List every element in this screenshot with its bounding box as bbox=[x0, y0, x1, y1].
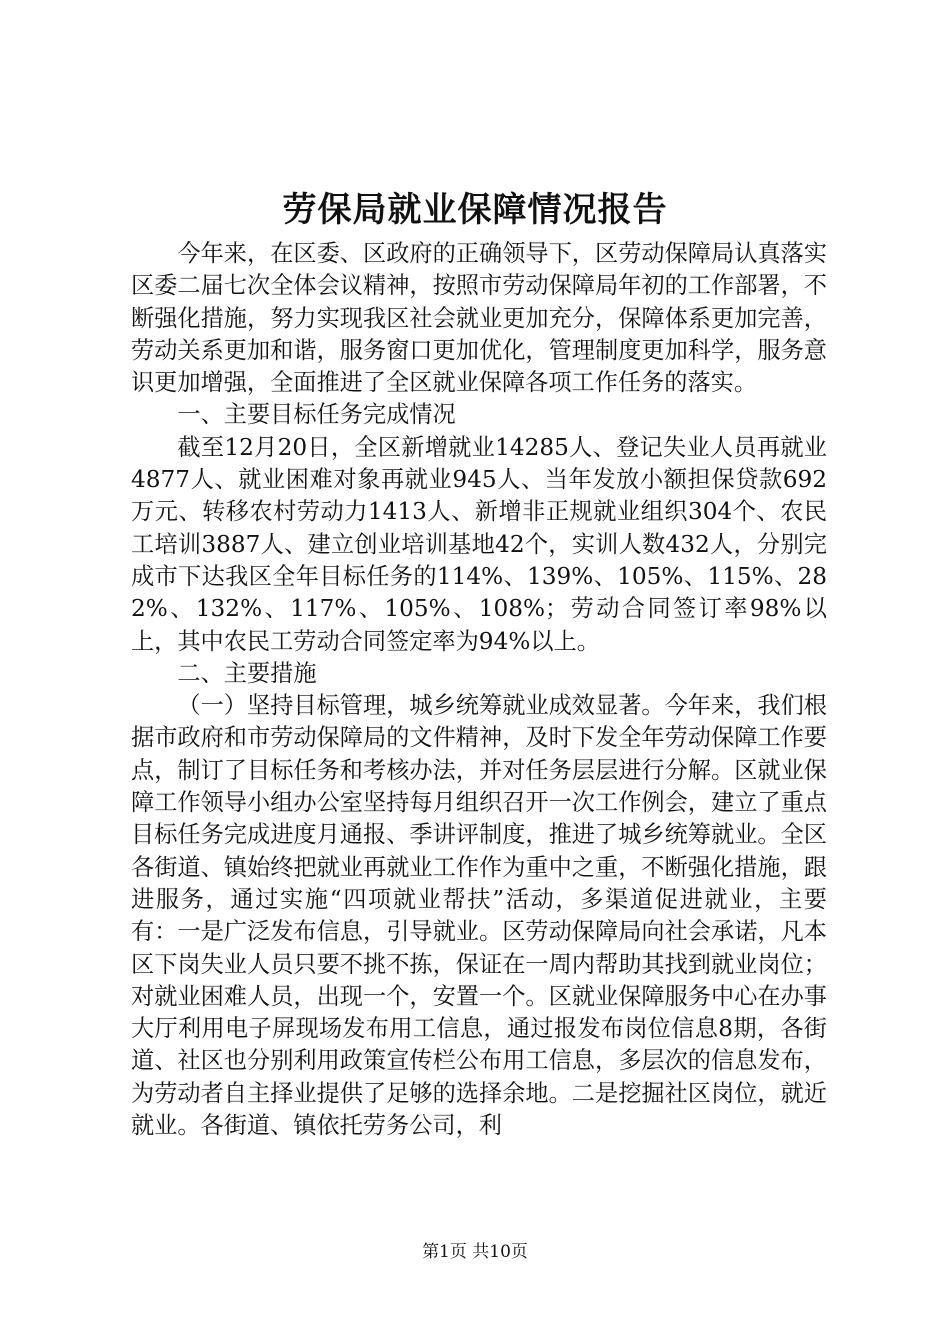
document-title: 劳保局就业保障情况报告 bbox=[282, 190, 668, 230]
targets-paragraph: 截至12月20日，全区新增就业14285人、登记失业人员再就业4877人、就业困难对象再就业945人、当年发放小额担保贷款692万元、转移农村劳动力1413人、新增非正规就业组织304个、农民工培训3887人、建立创业培训基地42个，实训人数432人，分别完成市下达我区全年目标任务的114%、139%、105%、115%、282%、132%、117%、105%、108%；劳动合同签订率98%以上，其中农民工劳动合同签定率为94%以上。 bbox=[131, 433, 827, 655]
section-heading-1: 一、主要目标任务完成情况 bbox=[177, 401, 456, 429]
page-footer: 第1页 共10页 bbox=[422, 1242, 528, 1262]
section-heading-2: 二、主要措施 bbox=[177, 659, 317, 687]
document-body bbox=[131, 238, 827, 1142]
measures-paragraph: （一）坚持目标管理，城乡统筹就业成效显著。今年来，我们根据市政府和市劳动保障局的文件精神，及时下发全年劳动保障工作要点，制订了目标任务和考核办法，并对任务层层进行分解。区就业保障工作领导小组办公室坚持每月组织召开一次工作例会，建立了重点目标任务完成进度月通报、季讲评制度，推进了城乡统筹就业。全区各街道、镇始终把就业再就业工作作为重中之重，不断强化措施，跟进服务，通过实施“四项就业帮扶”活动，多渠道促进就业，主要有：一是广泛发布信息，引导就业。区劳动保障局向社会承诺，凡本区下岗失业人员只要不挑不拣，保证在一周内帮助其找到就业岗位；对就业困难人员，出现一个，安置一个。区就业保障服务中心在办事大厅利用电子屏现场发布用工信息，通过报发布岗位信息8期，各街道、社区也分别利用政策宣传栏公布用工信息，多层次的信息发布，为劳动者自主择业提供了足够的选择余地。二是挖掘社区岗位，就近就业。各街道、镇依托劳务公司，利 bbox=[131, 692, 827, 1140]
intro-paragraph: 今年来，在区委、区政府的正确领导下，区劳动保障局认真落实区委二届七次全体会议精神，按照市劳动保障局年初的工作部署，不断强化措施，努力实现我区社会就业更加充分，保障体系更加完善，劳动关系更加和谐，服务窗口更加优化，管理制度更加科学，服务意识更加增强，全面推进了全区就业保障各项工作任务的落实。 bbox=[131, 240, 827, 397]
